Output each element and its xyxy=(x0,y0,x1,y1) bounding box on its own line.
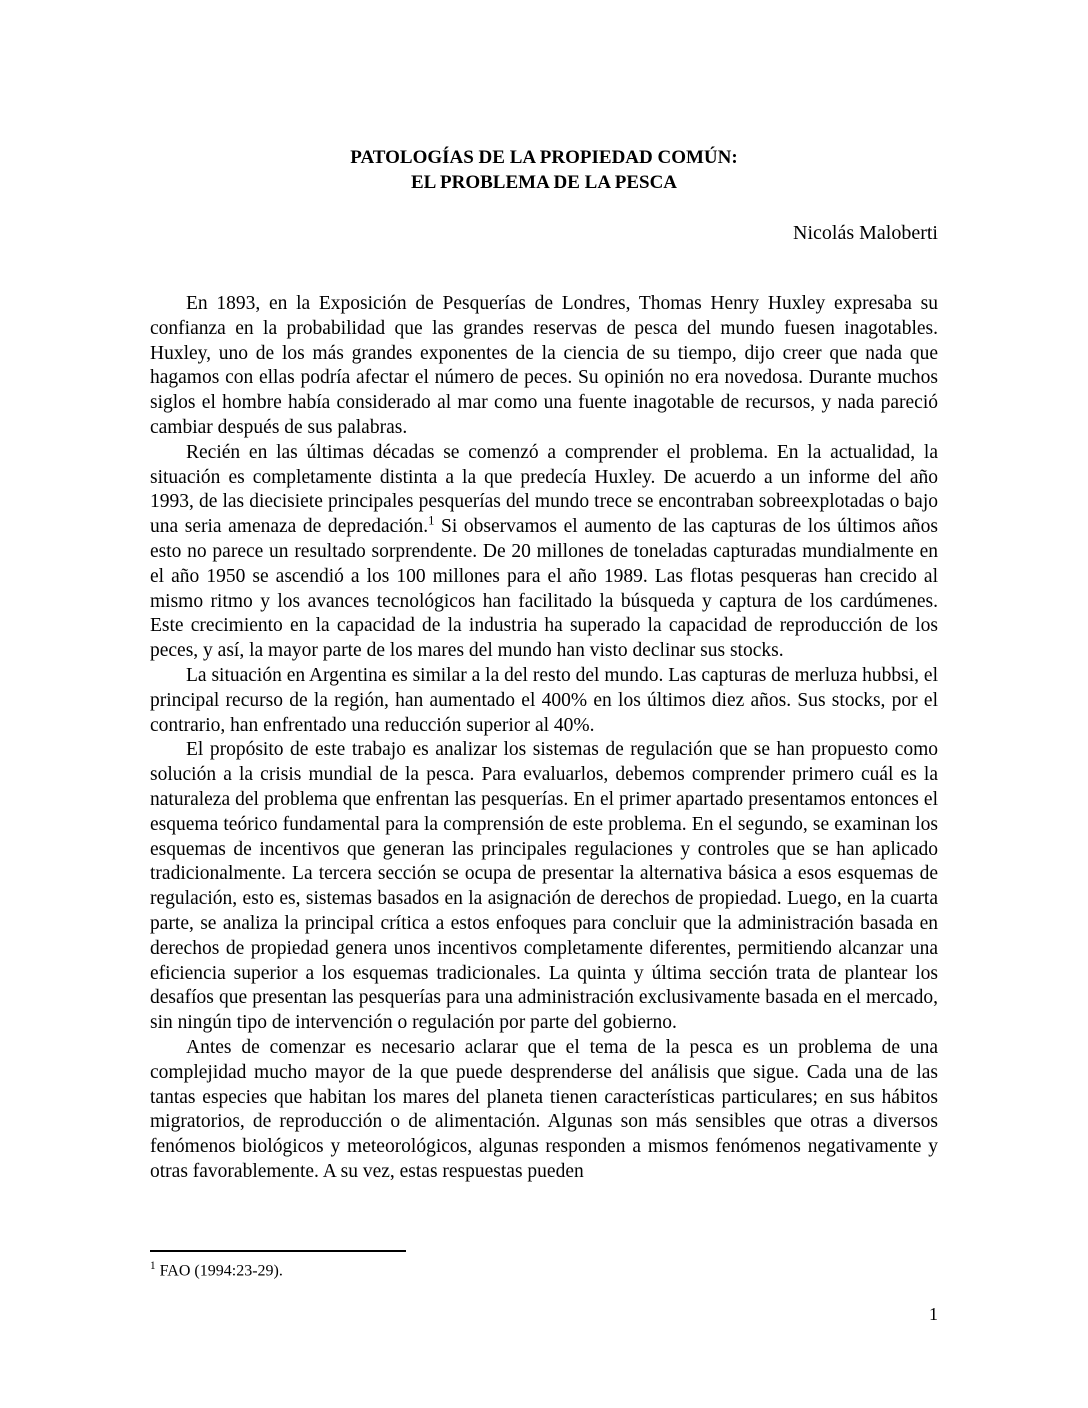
footnote-block xyxy=(150,1250,938,1281)
author-name: Nicolás Maloberti xyxy=(793,222,938,244)
footnote-separator xyxy=(150,1250,406,1252)
content-area xyxy=(150,0,938,1185)
document-title xyxy=(150,146,938,195)
paragraph: En 1893, en la Exposición de Pesquerías de Londres, Thomas Henry Huxley expresaba su confianza en la probabilidad que las grandes reservas de pesca del mundo fuesen inagotables. Huxley, uno de los más grandes exponentes de la ciencia de su tiempo, dijo creer que nada que hagamos con ellas podría afectar el número de peces. Su opinión no era novedosa. Durante muchos siglos el hombre había considerado al mar como una fuente inagotable de recursos, y nada pareció cambiar después de sus palabras. xyxy=(150,293,938,438)
footnote-reference: 1 xyxy=(428,513,435,528)
paragraph: El propósito de este trabajo es analizar los sistemas de regulación que se han propuesto como solución a la crisis mundial de la pesca. Para evaluarlos, debemos comprender primero cuál es la naturaleza del problema que enfrentan las pesquerías. En el primer apartado presentamos entonces el esquema teórico fundamental para la comprensión de este problema. En el segundo, se examinan los esquemas de incentivos que generan las principales regulaciones y controles que se han aplicado tradicionalmente. La tercera sección se ocupa de presentar la alternativa básica a esos esquemas de regulación, esto es, sistemas basados en la asignación de derechos de propiedad. Luego, en la cuarta parte, se analiza la principal crítica a estos enfoques para concluir que la administración basada en derechos de propiedad genera unos incentivos completamente diferentes, permitiendo alcanzar una eficiencia superior a los esquemas tradicionales. La quinta y última sección trata de plantear los desafíos que presentan las pesquerías para una administración exclusivamente basada en el mercado, sin ningún tipo de intervención o regulación por parte del gobierno. xyxy=(150,739,938,1034)
paragraph: Antes de comenzar es necesario aclarar que el tema de la pesca es un problema de una complejidad mucho mayor de la que puede desprenderse del análisis que sigue. Cada una de las tantas especies que habitan los mares del planeta tienen características particulares; en sus hábitos migratorios, de reproducción o de alimentación. Algunas son más sensibles que otras a diversos fenómenos biológicos y meteorológicos, algunas responden a mismos fenómenos negativamente y otras favorablemente. A su vez, estas respuestas pueden xyxy=(150,1036,938,1182)
footnote-text: FAO (1994:23-29). xyxy=(159,1262,283,1280)
title-line-1: PATOLOGÍAS DE LA PROPIEDAD COMÚN: xyxy=(350,147,738,168)
title-line-2: EL PROBLEMA DE LA PESCA xyxy=(410,171,678,193)
page-number: 1 xyxy=(929,1304,938,1324)
paragraph: La situación en Argentina es similar a la del resto del mundo. Las capturas de merluza hubbsi, el principal recurso de la región, han aumentado el 400% en los últimos diez años. Sus stocks, por el contrario, han enfrentado una reducción superior al 40%. xyxy=(150,664,938,736)
paragraph: Recién en las últimas décadas se comenzó a comprender el problema. En la actualidad, la situación es completamente distinta a la que predecía Huxley. De acuerdo a un informe del año 1993, de las diecisiete principales pesquerías del mundo trece se encontraban sobreexplotadas o bajo una seria amenaza de depredación.$^1$ Si observamos el aumento de las capturas de los últimos años esto no parece un resultado sorprendente. De 20 millones de toneladas capturadas mundialmente en el año 1950 se ascendió a los 100 millones para el año 1989. Las flotas pesqueras han crecido al mismo ritmo y los avances tecnológicos han facilitado la búsqueda y captura de los cardúmenes. Este crecimiento en la capacidad de la industria ha superado la capacidad de reproducción de los peces, y así, la mayor parte de los mares del mundo han visto declinar sus stocks. xyxy=(150,441,938,662)
footnote xyxy=(150,1256,938,1281)
footnote-marker: 1 xyxy=(150,1260,156,1272)
document-body xyxy=(150,292,938,1185)
